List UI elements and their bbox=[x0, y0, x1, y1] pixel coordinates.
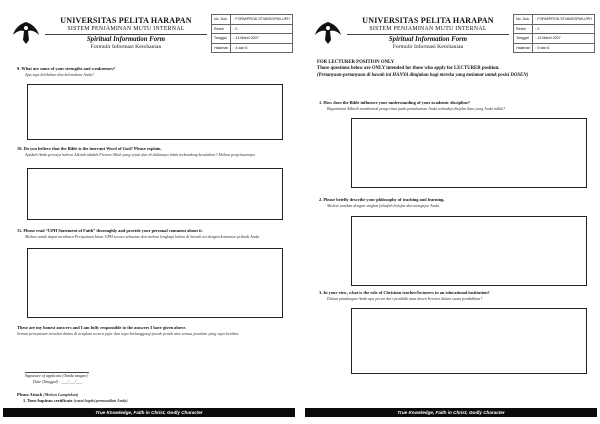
answer-box-9[interactable] bbox=[27, 84, 283, 140]
meta-key: No. Dok. bbox=[212, 15, 231, 25]
form-title: Spiritual Information Form bbox=[86, 36, 166, 43]
form-title: Spiritual Information Form bbox=[388, 36, 468, 43]
meta-value: : FORM/PROD.ST/ABS/SPMI-UPH bbox=[231, 15, 292, 25]
form-subtitle: Formulir Informasi Kerohanian bbox=[90, 44, 162, 50]
question-text: 1. How does the Bible influence your understanding of your academic discipline? bbox=[319, 100, 471, 105]
meta-key: Halaman bbox=[514, 43, 533, 53]
lecturer-question-2 bbox=[319, 197, 587, 208]
attachments-block bbox=[17, 392, 285, 404]
document-meta-table bbox=[211, 14, 293, 53]
meta-value: : 5 dari 6 bbox=[533, 43, 594, 53]
question-text-indonesian: Apakah Anda percaya bahwa Alkitab adalah Firman Allah yang sejati dan di dalamnya tidak terkandung kesalahan? Mohon penjelasannya. bbox=[25, 151, 256, 157]
system-name: SISTEM PENJAMINAN MUTU INTERNAL bbox=[369, 26, 487, 32]
meta-value: : 0 bbox=[533, 24, 594, 34]
meta-key: Tanggal bbox=[514, 34, 533, 44]
question-text-indonesian: Mohon uraikan dengan singkat falsafah belajar dan mengajar Anda. bbox=[327, 202, 440, 208]
date-field[interactable]: (Tanggal) : ___/___/___ bbox=[42, 378, 83, 384]
honesty-statement bbox=[17, 325, 285, 336]
form-subtitle: Formulir Informasi Kerohanian bbox=[392, 44, 464, 50]
question-text: 9. What are some of your strengths and weaknesses? bbox=[17, 66, 116, 71]
lecturer-question-3 bbox=[319, 290, 587, 301]
lecturer-heading-english: Those questions below are ONLY intended for those who apply for LECTURER position. bbox=[317, 66, 500, 72]
form-title-block bbox=[45, 36, 207, 50]
page-footer-banner: True Knowledge, Faith in Christ, Godly Character bbox=[305, 408, 597, 417]
answer-box-11[interactable] bbox=[27, 248, 283, 318]
answer-box-lecturer-3[interactable] bbox=[351, 308, 587, 374]
answer-box-10[interactable] bbox=[27, 168, 283, 220]
question-text-indonesian: Bagaimana Alkitab membentuk pengertian pada pemahaman Anda terhadap disiplin ilmu yang Anda miliki? bbox=[327, 105, 506, 111]
system-name: SISTEM PENJAMINAN MUTU INTERNAL bbox=[67, 26, 185, 32]
lecturer-question-1 bbox=[319, 100, 587, 111]
meta-key: Revisi bbox=[514, 24, 533, 34]
signature-label: Signature of applicant bbox=[25, 373, 62, 378]
question-text: 2. Please briefly describe your philosophy of teaching and learning. bbox=[319, 197, 445, 202]
lecturer-heading-title: FOR LECTURER POSITION ONLY bbox=[317, 60, 395, 65]
meta-key: Revisi bbox=[212, 24, 231, 34]
eagle-logo-icon bbox=[11, 18, 41, 48]
header-rule bbox=[45, 34, 207, 35]
document-meta-table bbox=[513, 14, 595, 53]
honesty-text-indonesian: Semua pernyataan tersebut diatas di ucapkan secara jujur dan saya bertanggung-jawab penuh atas semua jawaban yang saya berikan. bbox=[17, 330, 240, 336]
signature-label-indonesian: (Tanda tangan) bbox=[62, 373, 88, 378]
question-text-indonesian: Apa saja kelebihan dan kelemahan Anda? bbox=[25, 71, 94, 77]
header-rule bbox=[347, 34, 509, 35]
university-block bbox=[45, 16, 207, 32]
attach-item: 1. Your baptism certificate bbox=[23, 397, 73, 403]
lecturer-heading-indonesian: (Pertanyaan-pertanyaan di bawah ini HANYA ditujukan bagi mereka yang melamar untuk posisi DOSEN) bbox=[317, 72, 529, 78]
meta-value: : 0 bbox=[231, 24, 292, 34]
university-block bbox=[347, 16, 509, 32]
meta-value: : FORM/PROD.ST/ABS/SPMI-UPH bbox=[533, 15, 594, 25]
question-text-indonesian: Dalam pandangan Anda apa peran dari pendidik atau dosen Kristen dalam suatu pendidikan? bbox=[327, 295, 483, 301]
question-text: 10. Do you believe that the Bible is the inerrant Word of God? Please explain. bbox=[17, 146, 162, 151]
meta-key: No. Dok. bbox=[514, 15, 533, 25]
attach-label: Please Attach bbox=[17, 392, 43, 397]
meta-value: : 4 dari 6 bbox=[231, 43, 292, 53]
university-name: UNIVERSITAS PELITA HARAPAN bbox=[362, 16, 494, 25]
page-header bbox=[311, 12, 594, 56]
answer-box-lecturer-2[interactable] bbox=[351, 216, 587, 286]
question-text: 3. In your view, what is the role of Christian teacher/lecturers in an educational institution? bbox=[319, 290, 490, 295]
attach-item-indonesian: (surat baptis/permandian Anda) bbox=[73, 397, 128, 403]
date-label: Date bbox=[33, 378, 41, 384]
meta-value: : 13 Maret 2007 bbox=[231, 34, 292, 44]
meta-value: : 13 Maret 2007 bbox=[533, 34, 594, 44]
meta-key: Tanggal bbox=[212, 34, 231, 44]
university-name: UNIVERSITAS PELITA HARAPAN bbox=[60, 16, 192, 25]
form-title-block bbox=[347, 36, 509, 50]
document-page-1 bbox=[3, 4, 295, 420]
question-text: 11. Please read “UPH Statement of Faith” thoroughly and provide your personal comment about it. bbox=[17, 228, 203, 233]
signature-block bbox=[25, 373, 165, 384]
question-text-indonesian: Mohon untuk dapat membaca Pernyataan Iman UPH secara seksama dan mohon lengkapi kolom di bawah ini dengan komentar pribadi Anda. bbox=[25, 233, 260, 239]
page-header bbox=[9, 12, 292, 56]
attach-label-indonesian: (Mohon Lampirkan) bbox=[43, 392, 79, 397]
honesty-text: These are my honest answers and I am fully responsible to the answers I have given above. bbox=[17, 325, 187, 330]
question-9 bbox=[17, 66, 285, 77]
answer-box-lecturer-1[interactable] bbox=[351, 118, 587, 188]
question-11 bbox=[17, 228, 285, 239]
page-footer-banner: True Knowledge, Faith in Christ, Godly Character bbox=[3, 408, 295, 417]
document-page-2 bbox=[305, 4, 597, 420]
lecturer-heading bbox=[317, 60, 587, 79]
question-10 bbox=[17, 146, 285, 157]
eagle-logo-icon bbox=[313, 18, 343, 48]
meta-key: Halaman bbox=[212, 43, 231, 53]
